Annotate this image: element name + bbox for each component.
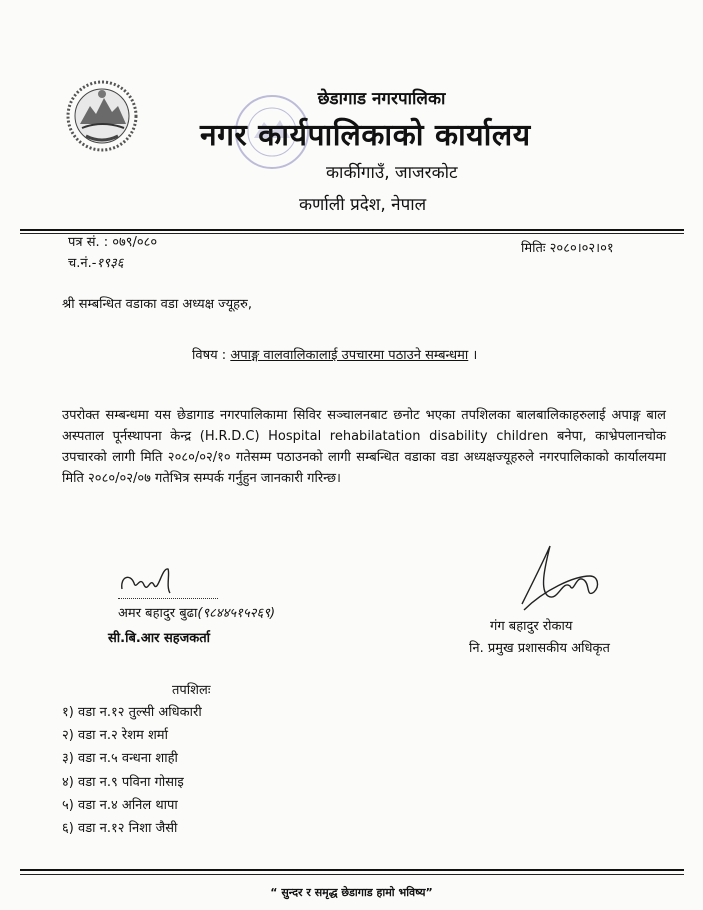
details-list <box>62 702 202 841</box>
left-signature-line <box>118 598 218 599</box>
left-signatory-name <box>118 605 275 622</box>
dispatch-number <box>68 255 123 272</box>
details-heading: तपशिलः <box>172 683 211 698</box>
municipality-name: छेडागाड नगरपालिका <box>317 89 446 109</box>
list-item: ४) वडा न.९ पविना गोसाइ <box>62 774 184 790</box>
left-signatory-fullname: अमर बहादुर बुढा <box>118 606 198 621</box>
subject-end: । <box>472 348 478 363</box>
list-item: २) वडा न.२ रेशम शर्मा <box>62 728 168 744</box>
letter-body: उपरोक्त सम्बन्धमा यस छेडागाड नगरपालिकामा सिविर सञ्चालनबाट छनोट भएका तपशिलका बालबालिकाहरुलाई अपाङ्ग बाल अस्पताल पूर्नस्थापना केन्द्र (H.R.D.C) Hospital rehabilatation disability children बनेपा, काभ्रेपलानचोक उपचारको लागी मिति २०८०/०२/१० गतेसम्म पठाउनको लागी सम्बन्धित वडाका वडा अध्यक्षज्यूहरुले नगरपालिकाको कार्यालयमा मिति २०८०/०२/०७ गतेभित्र सम्पर्क गर्नुहुन जानकारी गरिन्छ। <box>62 408 666 486</box>
reference-number: पत्र सं. : ०७९/०८० <box>68 235 158 250</box>
office-address: कार्कीगाउँ, जाजरकोट <box>326 163 458 183</box>
dispatch-number-value: १९३६ <box>96 256 124 271</box>
left-signatory-phone: (९८४४५१५२६९) <box>197 606 276 621</box>
left-signature-icon <box>118 563 178 599</box>
dispatch-number-label: च.नं.- <box>68 256 97 271</box>
header-divider <box>20 229 684 231</box>
footer-motto: “ सुन्दर र समृद्ध छेडागाड हामो भविष्य” <box>270 886 433 899</box>
left-signatory-title: सी.बि.आर सहजकर्ता <box>108 631 211 646</box>
letter-date: मितिः २०८०।०२।०१ <box>521 241 614 256</box>
footer-divider <box>20 869 684 871</box>
right-signatory-name: गंग बहादुर रोकाय <box>490 619 573 634</box>
subject-line <box>192 345 477 363</box>
right-signatory-title: नि. प्रमुख प्रशासकीय अधिकृत <box>469 641 610 656</box>
subject-text: अपाङ्ग वालवालिकालाई उपचारमा पठाउने सम्बन्धमा <box>230 348 469 363</box>
list-item: ३) वडा न.५ वन्धना शाही <box>62 751 178 767</box>
right-signature-icon <box>514 540 610 616</box>
list-item: ६) वडा न.१२ निशा जैसी <box>62 820 178 836</box>
subject-label: विषय : <box>192 348 227 363</box>
office-title: नगर कार्यपालिकाको कार्यालय <box>200 118 531 153</box>
list-item: १) वडा न.१२ तुल्सी अधिकारी <box>62 705 202 720</box>
list-item: ५) वडा न.४ अनिल थापा <box>62 797 178 813</box>
recipient-line: श्री सम्बन्धित वडाका वडा अध्यक्ष ज्यूहरु, <box>62 297 252 312</box>
footer-divider-thin <box>20 874 684 875</box>
office-province: कर्णाली प्रदेश, नेपाल <box>299 195 427 215</box>
